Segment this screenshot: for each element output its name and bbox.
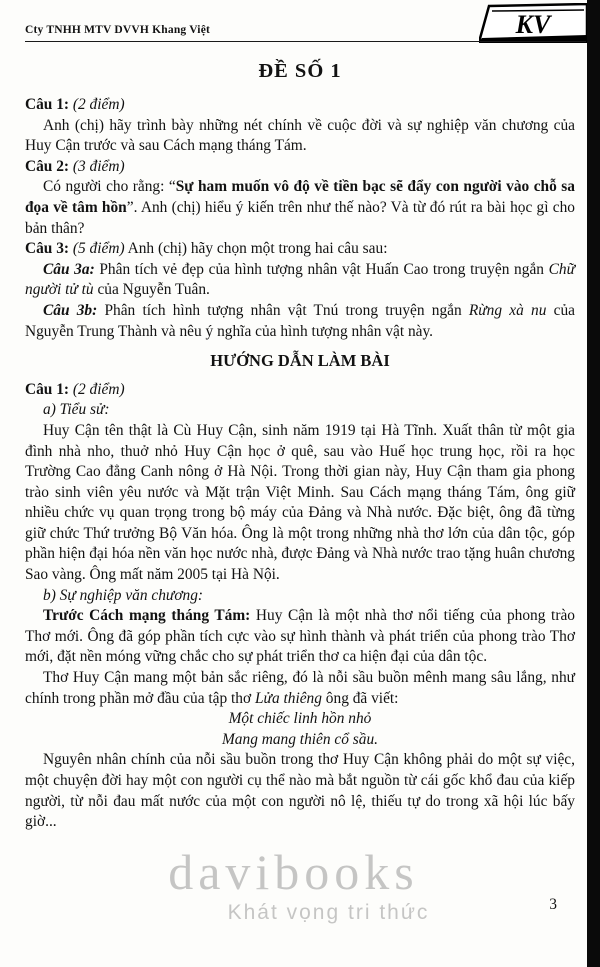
document-body [25,95,575,833]
text-segment: Câu 3: [25,240,73,258]
question-3b [25,301,575,342]
text-segment: Anh (chị) hãy chọn một trong hai câu sau: [124,240,388,258]
answer-1b-text-3 [25,750,575,832]
text-segment: Phân tích vẻ đẹp của hình tượng nhân vật Huấn Cao trong truyện ngắn [94,260,549,278]
text-segment: Phân tích hình tượng nhân vật Tnú trong truyện ngắn [97,301,469,319]
page-header [25,20,586,42]
question-1-label [25,95,575,116]
text-segment: (3 điểm) [72,157,125,175]
question-2-text [25,177,575,239]
text-segment: Mang mang thiên cổ sầu. [221,730,379,748]
text-segment: HƯỚNG DẪN LÀM BÀI [210,351,390,371]
text-segment: Một chiếc linh hồn nhỏ [228,710,372,728]
text-segment: Câu 1: [25,380,73,398]
text-segment: Lửa thiêng [254,689,322,707]
text-segment: Sự ham muốn vô độ về tiền bạc sẽ đẩy con người vào chỗ sa đọa về tâm hồn [25,178,575,216]
text-segment: (2 điểm) [72,380,125,398]
poem-line-2 [25,730,575,751]
text-segment: Câu 1: [25,96,73,113]
text-segment: Huy Cận tên thật là Cù Huy Cận, sinh năm 1919 tại Hà Tĩnh. Xuất thân từ một gia đình nhà nho, thuở nhỏ Huy Cận học ở quê, sau vào Huế học trung học, rồi ra học Trường Cao đẳng Canh nông ở Hà Nội. Trong thời gian này, Huy Cận tham gia phong trào sinh viên yêu nước và Mặt trận Việt Minh. Sau Cách mạng tháng Tám, ông giữ nhiều chức vụ quan trọng trong bộ máy của Đảng và Nhà nước. Đặc biệt, ông đã từng giữ chức Thứ trưởng Bộ Văn hóa. Ông là một trong những nhà thơ lớn của dân tộc, góp phần hiện đại hóa nền văn học nước nhà, được Đảng và Nhà nước trao tặng huân chương Sao vàng. Ông mất năm 2005 tại Hà Nội. [25,421,575,584]
answer-1a-text [25,421,575,586]
section-heading-huong-dan [25,351,575,372]
question-2-label [25,157,575,178]
text-segment: Rừng xà nu [468,301,547,319]
answer-1-label [25,380,575,401]
text-segment: của Nguyễn Tuân. [93,281,210,299]
text-segment: (2 điểm) [72,96,125,113]
answer-1b-heading [25,586,575,607]
watermark-brand: davibooks [168,844,419,900]
watermark [0,843,587,925]
text-segment: Có người cho rằng: “ [43,178,176,196]
answer-1b-text-1 [25,606,575,668]
answer-1a-heading [25,400,575,421]
watermark-slogan: Khát vọng tri thức [227,901,430,924]
text-segment: a) Tiểu sử: [43,401,110,419]
text-segment: Câu 3b: [43,301,98,319]
text-segment: Trước Cách mạng tháng Tám: [43,607,251,625]
page-content [25,52,575,833]
text-segment: Thơ Huy Cận mang một bản sắc riêng, đó là nỗi sầu buồn mênh mang sâu lắng, như chính trong phần mở đầu của tập thơ [25,669,575,707]
text-segment: ”. Anh (chị) hiểu ý kiến trên như thế nào? Và từ đó rút ra bài học gì cho bản thân? [25,198,576,237]
question-3a [25,260,575,301]
text-segment: ông đã viết: [321,689,399,707]
header-rule [25,41,586,42]
logo-text: KV [515,10,551,39]
text-segment: Câu 3a: [43,260,95,278]
company-name: Cty TNHH MTV DVVH Khang Việt [25,24,211,36]
text-segment: Huy Cận là một nhà thơ nổi tiếng của phong trào Thơ mới. Ông đã góp phần tích cực vào sự hình thành và phát triển của phong trào Thơ mới, đặt nền móng vững chắc cho sự phát triển thơ ca hiện đại của dân tộc. [25,607,575,666]
text-segment: Chữ người tử tù [25,260,575,299]
answer-1b-text-2 [25,668,575,709]
text-segment: Câu 2: [25,157,73,175]
text-segment: b) Sự nghiệp văn chương: [43,586,204,604]
text-segment: của Nguyễn Trung Thành và nêu ý nghĩa của hình tượng nhân vật này. [25,301,575,340]
page-edge-strip [587,0,600,967]
page-number: 3 [549,896,557,913]
text-segment: (5 điểm) [72,240,125,258]
question-3-label [25,239,575,260]
text-segment: Nguyên nhân chính của nỗi sầu buồn trong thơ Huy Cận không phải do một sự việc, một chuyện đời hay một con người cụ thể nào mà bắt nguồn từ cái gốc khổ đau của kiếp người, từ nỗi đau mất nước của một con người nô lệ, thiếu tự do trong xã hội lúc bấy giờ... [25,751,575,831]
poem-line-1 [25,709,575,730]
text-segment: Anh (chị) hãy trình bày những nét chính về cuộc đời và sự nghiệp văn chương của Huy Cận trước và sau Cách mạng tháng Tám. [25,116,575,155]
document-title: ĐỀ SỐ 1 [258,60,342,82]
question-1-text [25,116,575,157]
